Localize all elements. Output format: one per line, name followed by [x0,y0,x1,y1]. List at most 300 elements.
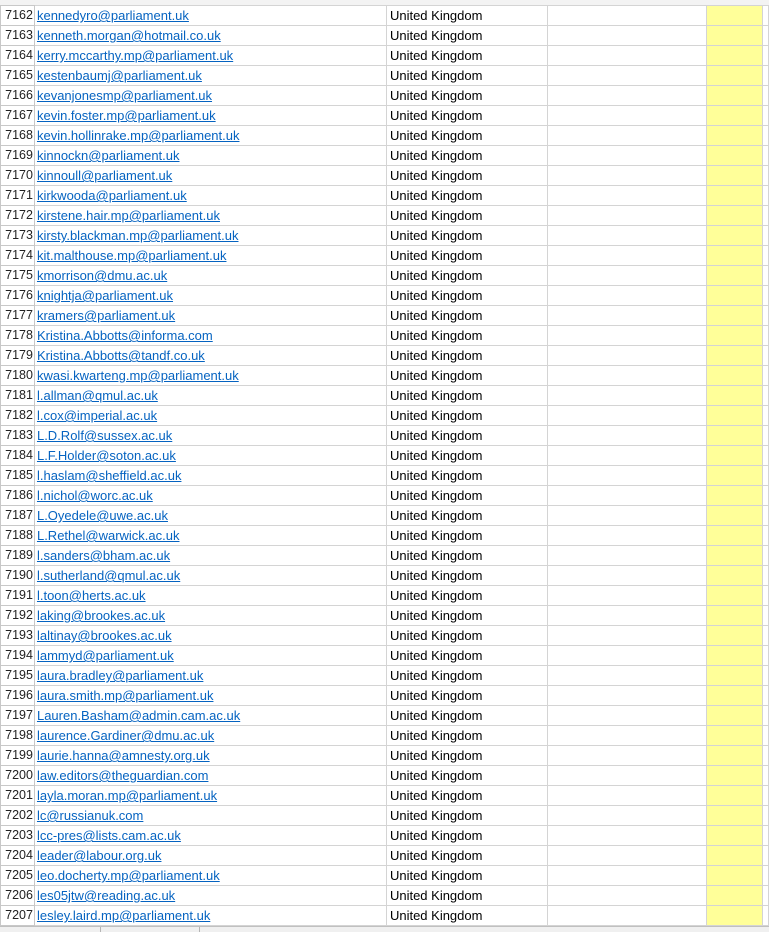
email-cell[interactable] [34,886,386,906]
empty-cell[interactable] [763,746,769,766]
highlighted-cell[interactable] [707,606,763,626]
empty-cell[interactable] [547,306,707,326]
empty-cell[interactable] [547,826,707,846]
email-cell[interactable] [34,906,386,926]
highlighted-cell[interactable] [707,746,763,766]
empty-cell[interactable] [763,866,769,886]
highlighted-cell[interactable] [707,306,763,326]
row-header[interactable]: 7200 [1,766,35,786]
empty-cell[interactable] [763,506,769,526]
empty-cell[interactable] [763,546,769,566]
email-link[interactable]: l.toon@herts.ac.uk [36,588,146,603]
email-cell[interactable] [34,806,386,826]
row-header[interactable]: 7184 [1,446,35,466]
highlighted-cell[interactable] [707,386,763,406]
email-cell[interactable] [34,86,386,106]
sheet-tab[interactable] [101,927,200,932]
row-header[interactable]: 7201 [1,786,35,806]
country-cell[interactable]: United Kingdom [386,386,547,406]
email-link[interactable]: kevanjonesmp@parliament.uk [36,88,213,103]
email-link[interactable]: laura.bradley@parliament.uk [36,668,204,683]
email-cell[interactable] [34,626,386,646]
row-header[interactable]: 7196 [1,686,35,706]
row-header[interactable]: 7179 [1,346,35,366]
email-link[interactable]: l.haslam@sheffield.ac.uk [36,468,182,483]
highlighted-cell[interactable] [707,266,763,286]
email-cell[interactable] [34,326,386,346]
country-cell[interactable]: United Kingdom [386,586,547,606]
email-link[interactable]: knightja@parliament.uk [36,288,174,303]
empty-cell[interactable] [547,506,707,526]
row-header[interactable]: 7176 [1,286,35,306]
email-link[interactable]: kevin.foster.mp@parliament.uk [36,108,216,123]
highlighted-cell[interactable] [707,646,763,666]
email-link[interactable]: lesley.laird.mp@parliament.uk [36,908,211,923]
sheet-tab-bar[interactable] [0,926,769,932]
empty-cell[interactable] [547,526,707,546]
empty-cell[interactable] [547,866,707,886]
email-cell[interactable] [34,746,386,766]
email-cell[interactable] [34,106,386,126]
row-header[interactable]: 7166 [1,86,35,106]
row-header[interactable]: 7207 [1,906,35,926]
row-header[interactable]: 7203 [1,826,35,846]
empty-cell[interactable] [547,686,707,706]
email-cell[interactable] [34,506,386,526]
country-cell[interactable]: United Kingdom [386,266,547,286]
highlighted-cell[interactable] [707,846,763,866]
highlighted-cell[interactable] [707,526,763,546]
country-cell[interactable]: United Kingdom [386,206,547,226]
empty-cell[interactable] [763,846,769,866]
row-header[interactable]: 7193 [1,626,35,646]
email-link[interactable]: laking@brookes.ac.uk [36,608,166,623]
country-cell[interactable]: United Kingdom [386,186,547,206]
empty-cell[interactable] [763,326,769,346]
email-link[interactable]: l.cox@imperial.ac.uk [36,408,158,423]
empty-cell[interactable] [547,886,707,906]
empty-cell[interactable] [547,166,707,186]
empty-cell[interactable] [547,26,707,46]
empty-cell[interactable] [763,206,769,226]
empty-cell[interactable] [763,826,769,846]
row-header[interactable]: 7177 [1,306,35,326]
highlighted-cell[interactable] [707,86,763,106]
email-cell[interactable] [34,706,386,726]
email-link[interactable]: L.Rethel@warwick.ac.uk [36,528,180,543]
country-cell[interactable]: United Kingdom [386,406,547,426]
email-cell[interactable] [34,666,386,686]
empty-cell[interactable] [547,786,707,806]
email-link[interactable]: Lauren.Basham@admin.cam.ac.uk [36,708,241,723]
highlighted-cell[interactable] [707,26,763,46]
email-cell[interactable] [34,306,386,326]
country-cell[interactable]: United Kingdom [386,466,547,486]
country-cell[interactable]: United Kingdom [386,486,547,506]
email-link[interactable]: lc@russianuk.com [36,808,144,823]
email-cell[interactable] [34,406,386,426]
highlighted-cell[interactable] [707,466,763,486]
country-cell[interactable]: United Kingdom [386,46,547,66]
email-link[interactable]: l.allman@qmul.ac.uk [36,388,158,403]
email-cell[interactable] [34,546,386,566]
empty-cell[interactable] [547,226,707,246]
highlighted-cell[interactable] [707,486,763,506]
highlighted-cell[interactable] [707,206,763,226]
empty-cell[interactable] [763,226,769,246]
email-cell[interactable] [34,6,386,26]
empty-cell[interactable] [547,86,707,106]
highlighted-cell[interactable] [707,126,763,146]
row-header[interactable]: 7190 [1,566,35,586]
email-cell[interactable] [34,846,386,866]
country-cell[interactable]: United Kingdom [386,866,547,886]
empty-cell[interactable] [547,146,707,166]
row-header[interactable]: 7194 [1,646,35,666]
highlighted-cell[interactable] [707,146,763,166]
email-cell[interactable] [34,686,386,706]
highlighted-cell[interactable] [707,566,763,586]
row-header[interactable]: 7188 [1,526,35,546]
country-cell[interactable]: United Kingdom [386,886,547,906]
empty-cell[interactable] [763,786,769,806]
empty-cell[interactable] [547,346,707,366]
row-header[interactable]: 7178 [1,326,35,346]
country-cell[interactable]: United Kingdom [386,846,547,866]
row-header[interactable]: 7183 [1,426,35,446]
empty-cell[interactable] [763,886,769,906]
empty-cell[interactable] [763,66,769,86]
empty-cell[interactable] [763,526,769,546]
country-cell[interactable]: United Kingdom [386,366,547,386]
email-cell[interactable] [34,726,386,746]
row-header[interactable]: 7205 [1,866,35,886]
email-link[interactable]: laurie.hanna@amnesty.org.uk [36,748,210,763]
empty-cell[interactable] [763,706,769,726]
country-cell[interactable]: United Kingdom [386,566,547,586]
empty-cell[interactable] [763,46,769,66]
highlighted-cell[interactable] [707,886,763,906]
row-header[interactable]: 7206 [1,886,35,906]
highlighted-cell[interactable] [707,586,763,606]
row-header[interactable]: 7172 [1,206,35,226]
highlighted-cell[interactable] [707,506,763,526]
empty-cell[interactable] [547,246,707,266]
email-link[interactable]: lcc-pres@lists.cam.ac.uk [36,828,181,843]
empty-cell[interactable] [547,626,707,646]
row-header[interactable]: 7182 [1,406,35,426]
email-cell[interactable] [34,206,386,226]
email-link[interactable]: kerry.mccarthy.mp@parliament.uk [36,48,234,63]
highlighted-cell[interactable] [707,106,763,126]
email-link[interactable]: kirkwooda@parliament.uk [36,188,187,203]
email-link[interactable]: kenneth.morgan@hotmail.co.uk [36,28,221,43]
empty-cell[interactable] [547,546,707,566]
email-cell[interactable] [34,146,386,166]
empty-cell[interactable] [763,626,769,646]
country-cell[interactable]: United Kingdom [386,726,547,746]
email-link[interactable]: laura.smith.mp@parliament.uk [36,688,214,703]
country-cell[interactable]: United Kingdom [386,546,547,566]
empty-cell[interactable] [547,766,707,786]
empty-cell[interactable] [763,386,769,406]
empty-cell[interactable] [763,486,769,506]
row-header[interactable]: 7187 [1,506,35,526]
highlighted-cell[interactable] [707,786,763,806]
highlighted-cell[interactable] [707,726,763,746]
email-link[interactable]: kennedyro@parliament.uk [36,8,189,23]
empty-cell[interactable] [547,806,707,826]
empty-cell[interactable] [547,646,707,666]
empty-cell[interactable] [763,446,769,466]
empty-cell[interactable] [547,586,707,606]
email-cell[interactable] [34,646,386,666]
email-link[interactable]: leo.docherty.mp@parliament.uk [36,868,220,883]
email-cell[interactable] [34,266,386,286]
empty-cell[interactable] [763,106,769,126]
email-link[interactable]: l.nichol@worc.ac.uk [36,488,153,503]
empty-cell[interactable] [547,846,707,866]
empty-cell[interactable] [763,806,769,826]
highlighted-cell[interactable] [707,286,763,306]
empty-cell[interactable] [763,646,769,666]
row-header[interactable]: 7163 [1,26,35,46]
email-link[interactable]: L.Oyedele@uwe.ac.uk [36,508,168,523]
empty-cell[interactable] [547,106,707,126]
empty-cell[interactable] [763,346,769,366]
email-cell[interactable] [34,386,386,406]
empty-cell[interactable] [763,766,769,786]
empty-cell[interactable] [547,286,707,306]
email-link[interactable]: kit.malthouse.mp@parliament.uk [36,248,227,263]
email-cell[interactable] [34,46,386,66]
email-cell[interactable] [34,166,386,186]
empty-cell[interactable] [547,266,707,286]
empty-cell[interactable] [763,186,769,206]
country-cell[interactable]: United Kingdom [386,226,547,246]
country-cell[interactable]: United Kingdom [386,426,547,446]
highlighted-cell[interactable] [707,866,763,886]
empty-cell[interactable] [763,246,769,266]
country-cell[interactable]: United Kingdom [386,146,547,166]
sheet-tab-scroll-area[interactable] [0,927,101,932]
email-link[interactable]: kmorrison@dmu.ac.uk [36,268,168,283]
row-header[interactable]: 7198 [1,726,35,746]
highlighted-cell[interactable] [707,406,763,426]
empty-cell[interactable] [547,6,707,26]
country-cell[interactable]: United Kingdom [386,506,547,526]
empty-cell[interactable] [547,126,707,146]
email-link[interactable]: law.editors@theguardian.com [36,768,209,783]
country-cell[interactable]: United Kingdom [386,106,547,126]
highlighted-cell[interactable] [707,46,763,66]
empty-cell[interactable] [547,446,707,466]
country-cell[interactable]: United Kingdom [386,26,547,46]
highlighted-cell[interactable] [707,706,763,726]
email-link[interactable]: kevin.hollinrake.mp@parliament.uk [36,128,240,143]
row-header[interactable]: 7168 [1,126,35,146]
empty-cell[interactable] [547,206,707,226]
email-cell[interactable] [34,66,386,86]
country-cell[interactable]: United Kingdom [386,66,547,86]
email-link[interactable]: l.sutherland@qmul.ac.uk [36,568,181,583]
row-header[interactable]: 7165 [1,66,35,86]
email-link[interactable]: les05jtw@reading.ac.uk [36,888,176,903]
email-cell[interactable] [34,26,386,46]
email-link[interactable]: layla.moran.mp@parliament.uk [36,788,218,803]
email-cell[interactable] [34,186,386,206]
country-cell[interactable]: United Kingdom [386,626,547,646]
row-header[interactable]: 7199 [1,746,35,766]
country-cell[interactable]: United Kingdom [386,686,547,706]
email-cell[interactable] [34,426,386,446]
row-header[interactable]: 7189 [1,546,35,566]
empty-cell[interactable] [547,486,707,506]
email-cell[interactable] [34,586,386,606]
email-cell[interactable] [34,866,386,886]
empty-cell[interactable] [547,606,707,626]
empty-cell[interactable] [763,26,769,46]
empty-cell[interactable] [763,906,769,926]
email-cell[interactable] [34,446,386,466]
highlighted-cell[interactable] [707,366,763,386]
country-cell[interactable]: United Kingdom [386,246,547,266]
empty-cell[interactable] [547,466,707,486]
country-cell[interactable]: United Kingdom [386,446,547,466]
email-cell[interactable] [34,766,386,786]
empty-cell[interactable] [763,126,769,146]
email-cell[interactable] [34,466,386,486]
empty-cell[interactable] [763,366,769,386]
email-link[interactable]: kramers@parliament.uk [36,308,176,323]
country-cell[interactable]: United Kingdom [386,166,547,186]
country-cell[interactable]: United Kingdom [386,346,547,366]
empty-cell[interactable] [763,166,769,186]
email-cell[interactable] [34,286,386,306]
highlighted-cell[interactable] [707,906,763,926]
row-header[interactable]: 7197 [1,706,35,726]
email-cell[interactable] [34,486,386,506]
highlighted-cell[interactable] [707,426,763,446]
empty-cell[interactable] [763,566,769,586]
row-header[interactable]: 7170 [1,166,35,186]
highlighted-cell[interactable] [707,826,763,846]
row-header[interactable]: 7169 [1,146,35,166]
row-header[interactable]: 7185 [1,466,35,486]
empty-cell[interactable] [547,746,707,766]
row-header[interactable]: 7186 [1,486,35,506]
empty-cell[interactable] [547,386,707,406]
email-link[interactable]: kwasi.kwarteng.mp@parliament.uk [36,368,239,383]
empty-cell[interactable] [763,466,769,486]
highlighted-cell[interactable] [707,546,763,566]
empty-cell[interactable] [763,306,769,326]
empty-cell[interactable] [763,146,769,166]
email-cell[interactable] [34,226,386,246]
email-link[interactable]: kirstene.hair.mp@parliament.uk [36,208,220,223]
row-header[interactable]: 7180 [1,366,35,386]
country-cell[interactable]: United Kingdom [386,526,547,546]
empty-cell[interactable] [763,586,769,606]
country-cell[interactable]: United Kingdom [386,606,547,626]
email-cell[interactable] [34,786,386,806]
email-cell[interactable] [34,346,386,366]
country-cell[interactable]: United Kingdom [386,6,547,26]
email-link[interactable]: kinnockn@parliament.uk [36,148,180,163]
email-link[interactable]: leader@labour.org.uk [36,848,162,863]
country-cell[interactable]: United Kingdom [386,806,547,826]
highlighted-cell[interactable] [707,626,763,646]
row-header[interactable]: 7171 [1,186,35,206]
country-cell[interactable]: United Kingdom [386,826,547,846]
country-cell[interactable]: United Kingdom [386,706,547,726]
row-header[interactable]: 7173 [1,226,35,246]
empty-cell[interactable] [763,726,769,746]
email-cell[interactable] [34,366,386,386]
highlighted-cell[interactable] [707,326,763,346]
highlighted-cell[interactable] [707,66,763,86]
country-cell[interactable]: United Kingdom [386,746,547,766]
empty-cell[interactable] [547,66,707,86]
country-cell[interactable]: United Kingdom [386,766,547,786]
highlighted-cell[interactable] [707,166,763,186]
row-header[interactable]: 7202 [1,806,35,826]
highlighted-cell[interactable] [707,346,763,366]
empty-cell[interactable] [547,726,707,746]
email-cell[interactable] [34,826,386,846]
email-cell[interactable] [34,246,386,266]
row-header[interactable]: 7167 [1,106,35,126]
empty-cell[interactable] [547,326,707,346]
empty-cell[interactable] [763,686,769,706]
country-cell[interactable]: United Kingdom [386,326,547,346]
row-header[interactable]: 7174 [1,246,35,266]
row-header[interactable]: 7164 [1,46,35,66]
email-link[interactable]: kinnoull@parliament.uk [36,168,173,183]
highlighted-cell[interactable] [707,766,763,786]
email-link[interactable]: laltinay@brookes.ac.uk [36,628,172,643]
empty-cell[interactable] [547,46,707,66]
country-cell[interactable]: United Kingdom [386,286,547,306]
empty-cell[interactable] [763,606,769,626]
empty-cell[interactable] [547,186,707,206]
empty-cell[interactable] [547,426,707,446]
row-header[interactable]: 7175 [1,266,35,286]
row-header[interactable]: 7195 [1,666,35,686]
email-cell[interactable] [34,566,386,586]
country-cell[interactable]: United Kingdom [386,906,547,926]
empty-cell[interactable] [547,406,707,426]
highlighted-cell[interactable] [707,6,763,26]
highlighted-cell[interactable] [707,246,763,266]
empty-cell[interactable] [763,86,769,106]
empty-cell[interactable] [763,666,769,686]
country-cell[interactable]: United Kingdom [386,666,547,686]
empty-cell[interactable] [547,906,707,926]
highlighted-cell[interactable] [707,686,763,706]
email-link[interactable]: Kristina.Abbotts@tandf.co.uk [36,348,205,363]
email-cell[interactable] [34,126,386,146]
row-header[interactable]: 7162 [1,6,35,26]
email-link[interactable]: l.sanders@bham.ac.uk [36,548,171,563]
highlighted-cell[interactable] [707,806,763,826]
highlighted-cell[interactable] [707,446,763,466]
empty-cell[interactable] [547,566,707,586]
row-header[interactable]: 7191 [1,586,35,606]
empty-cell[interactable] [547,706,707,726]
email-link[interactable]: Kristina.Abbotts@informa.com [36,328,213,343]
row-header[interactable]: 7204 [1,846,35,866]
